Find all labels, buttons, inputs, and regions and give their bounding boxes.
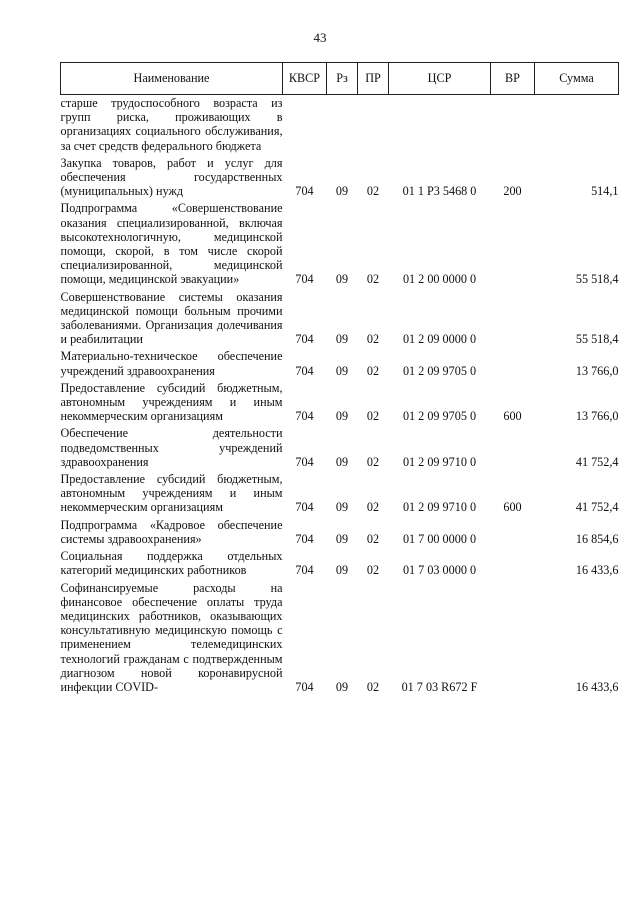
row-rz: 09: [335, 409, 349, 424]
row-kvsr: 704: [295, 500, 314, 515]
row-csr: 01 2 09 9710 0: [402, 454, 477, 469]
budget-table: [60, 62, 619, 694]
row-vr: [491, 287, 535, 347]
table-row: [61, 153, 619, 199]
row-vr: [491, 198, 535, 286]
row-sum: 55 518,4: [575, 272, 619, 287]
table-row: [61, 95, 619, 153]
row-vr: 200: [503, 184, 522, 199]
row-csr: [389, 95, 491, 153]
row-name: старше трудоспособного возраста из групп риска, проживающих в организациях социального обслуживания, за счет средств федерального бюджета: [60, 96, 283, 153]
header-kvsr: КВСР: [283, 63, 327, 95]
row-sum: 514,1: [591, 184, 619, 199]
row-sum: 13 766,0: [575, 363, 619, 378]
row-sum: 16 433,6: [575, 679, 619, 694]
header-vr: ВР: [491, 63, 535, 95]
row-name: Предоставление субсидий бюджетным, автономным учреждениям и иным некоммерческим организациям: [60, 380, 283, 424]
row-sum: 16 433,6: [575, 563, 619, 578]
row-pr: 02: [366, 409, 380, 424]
header-sum: Сумма: [535, 63, 619, 95]
row-rz: 09: [335, 332, 349, 347]
header-csr: ЦСР: [389, 63, 491, 95]
row-csr: 01 2 09 9705 0: [402, 409, 477, 424]
row-csr: 01 7 03 0000 0: [402, 563, 477, 578]
row-rz: 09: [335, 531, 349, 546]
row-rz: 09: [335, 363, 349, 378]
row-pr: 02: [366, 184, 380, 199]
row-sum: [535, 95, 619, 153]
row-rz: 09: [335, 679, 349, 694]
row-name: Предоставление субсидий бюджетным, автономным учреждениям и иным некоммерческим организациям: [60, 472, 283, 515]
row-vr: [491, 95, 535, 153]
table-row: [61, 287, 619, 347]
row-rz: 09: [335, 563, 349, 578]
row-kvsr: 704: [295, 332, 314, 347]
row-pr: 02: [366, 272, 380, 287]
row-csr: 01 1 P3 5468 0: [402, 184, 477, 199]
row-pr: 02: [366, 363, 380, 378]
row-sum: 41 752,4: [575, 500, 619, 515]
header-name: Наименование: [61, 63, 283, 95]
row-kvsr: 704: [295, 679, 314, 694]
row-sum: 16 854,6: [575, 531, 619, 546]
row-kvsr: 704: [295, 531, 314, 546]
row-rz: 09: [335, 454, 349, 469]
row-vr: [491, 423, 535, 469]
row-pr: 02: [366, 531, 380, 546]
row-sum: 41 752,4: [575, 454, 619, 469]
row-csr: 01 7 00 0000 0: [402, 531, 477, 546]
row-csr: 01 2 09 9710 0: [402, 500, 477, 515]
row-csr: 01 7 03 R672 F: [401, 679, 478, 694]
row-csr: 01 2 00 0000 0: [402, 272, 477, 287]
row-pr: 02: [366, 454, 380, 469]
table-header-row: [61, 63, 619, 95]
row-rz: 09: [335, 500, 349, 515]
row-name: Софинансируемые расходы на финансовое обеспечение оплаты труда медицинских работников, оказывающих консультативную медицинскую помощь с применением телемедицинских технологий гражданам с подтвержденным диагнозом новой коронавирусной инфекции COVID-: [60, 580, 283, 694]
page-number: 43: [313, 30, 327, 45]
row-name: Социальная поддержка отдельных категорий медицинских работников: [60, 549, 283, 578]
row-name: Закупка товаров, работ и услуг для обеспечения государственных (муниципальных) нужд: [60, 155, 283, 199]
row-vr: [491, 578, 535, 695]
row-vr: 600: [503, 500, 522, 515]
row-name: Подпрограмма «Кадровое обеспечение системы здравоохранения»: [60, 517, 283, 546]
row-pr: 02: [366, 679, 380, 694]
row-kvsr: 704: [295, 563, 314, 578]
row-csr: 01 2 09 0000 0: [402, 332, 477, 347]
row-csr: 01 2 09 9705 0: [402, 363, 477, 378]
table-row: [61, 515, 619, 546]
header-pr: ПР: [358, 63, 389, 95]
row-rz: [327, 95, 358, 153]
row-name: Совершенствование системы оказания медицинской помощи больным прочими заболеваниями. Организация долечивания и реабилитации: [60, 289, 283, 347]
row-kvsr: 704: [295, 184, 314, 199]
table-row: [61, 578, 619, 695]
row-rz: 09: [335, 184, 349, 199]
row-sum: 55 518,4: [575, 332, 619, 347]
table-row: [61, 423, 619, 469]
row-pr: [358, 95, 389, 153]
table-row: [61, 198, 619, 286]
table-row: [61, 546, 619, 577]
row-kvsr: 704: [295, 409, 314, 424]
row-name: Обеспечение деятельности подведомственных учреждений здравоохранения: [60, 426, 283, 469]
row-vr: [491, 546, 535, 577]
row-kvsr: [283, 95, 327, 153]
row-sum: 13 766,0: [575, 409, 619, 424]
row-pr: 02: [366, 500, 380, 515]
row-vr: 600: [503, 409, 522, 424]
row-vr: [491, 515, 535, 546]
row-kvsr: 704: [295, 454, 314, 469]
row-name: Материально-техническое обеспечение учреждений здравоохранения: [60, 349, 283, 378]
row-rz: 09: [335, 272, 349, 287]
table-row: [61, 346, 619, 377]
row-name: Подпрограмма «Совершенствование оказания специализированной, включая высокотехнологичную, медицинской помощи, скорой, в том числе скорой специализированной, медицинской помощи, медицинской эвакуации»: [60, 201, 283, 287]
row-pr: 02: [366, 563, 380, 578]
table-row: [61, 378, 619, 424]
row-pr: 02: [366, 332, 380, 347]
row-kvsr: 704: [295, 363, 314, 378]
row-vr: [491, 346, 535, 377]
table-row: [61, 469, 619, 515]
row-kvsr: 704: [295, 272, 314, 287]
header-rz: Рз: [327, 63, 358, 95]
